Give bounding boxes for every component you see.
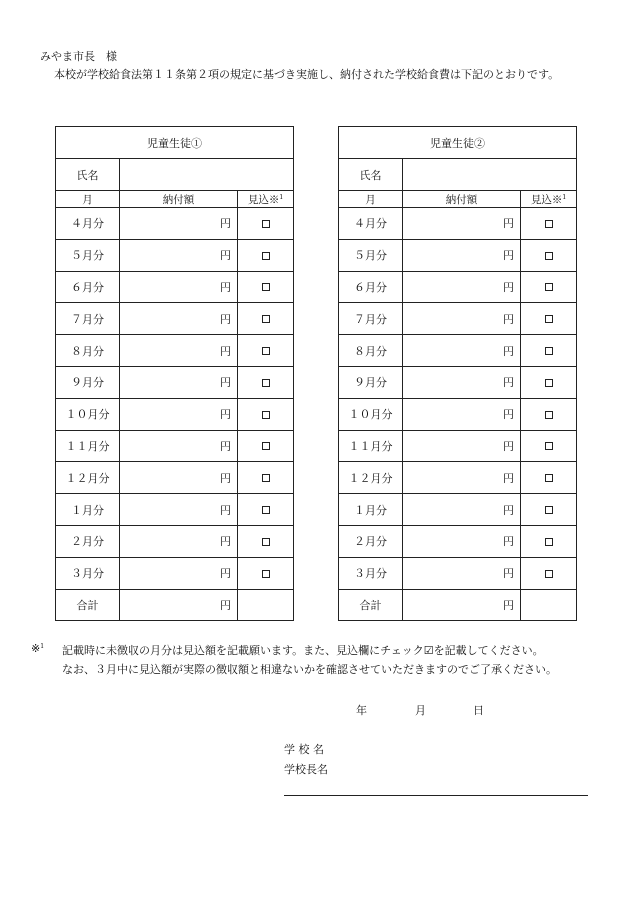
- estimate-checkbox[interactable]: [262, 442, 270, 450]
- estimate-cell: [238, 208, 294, 240]
- estimate-cell: [521, 494, 577, 526]
- estimate-cell: [521, 525, 577, 557]
- signature-line: [284, 795, 588, 796]
- table-row: [56, 525, 294, 557]
- header-amount: 納付額: [403, 191, 521, 208]
- payment-table-2: [338, 126, 577, 621]
- principal-name-label: 学校長名: [284, 763, 328, 776]
- estimate-cell: [238, 239, 294, 271]
- estimate-checkbox[interactable]: [545, 442, 553, 450]
- table-row: [339, 366, 577, 398]
- estimate-cell: [238, 557, 294, 589]
- header-estimate-label: 見込※: [247, 193, 280, 206]
- month-cell: ３月分: [339, 557, 403, 589]
- month-cell: ８月分: [339, 335, 403, 367]
- payment-table-1: [55, 126, 294, 621]
- amount-cell[interactable]: [120, 239, 238, 271]
- month-cell: ６月分: [339, 271, 403, 303]
- estimate-cell: [521, 430, 577, 462]
- yen-unit: 円: [503, 598, 514, 612]
- header-month: 月: [339, 191, 403, 208]
- date-day: 日: [473, 704, 484, 717]
- amount-cell[interactable]: [120, 335, 238, 367]
- month-cell: ４月分: [56, 208, 120, 240]
- amount-cell[interactable]: [120, 398, 238, 430]
- estimate-checkbox[interactable]: [545, 220, 553, 228]
- yen-unit: 円: [503, 471, 514, 485]
- month-cell: ３月分: [56, 557, 120, 589]
- table-row: [339, 271, 577, 303]
- amount-cell[interactable]: [403, 271, 521, 303]
- table-row: [56, 494, 294, 526]
- estimate-cell: [521, 557, 577, 589]
- date-year: 年: [356, 704, 367, 717]
- yen-unit: 円: [220, 535, 231, 549]
- estimate-checkbox[interactable]: [545, 570, 553, 578]
- estimate-cell: [238, 462, 294, 494]
- yen-unit: 円: [220, 344, 231, 358]
- table-row: [339, 430, 577, 462]
- amount-cell[interactable]: [403, 335, 521, 367]
- yen-unit: 円: [220, 567, 231, 581]
- header-estimate: [238, 191, 294, 208]
- table-title: 児童生徒①: [56, 127, 294, 159]
- estimate-cell: [238, 398, 294, 430]
- yen-unit: 円: [220, 503, 231, 517]
- date-month: 月: [415, 704, 426, 717]
- footnote-mark: [31, 642, 44, 655]
- table-row: [56, 557, 294, 589]
- month-cell: １０月分: [56, 398, 120, 430]
- estimate-checkbox[interactable]: [262, 315, 270, 323]
- header-estimate: [521, 191, 577, 208]
- month-cell: １２月分: [56, 462, 120, 494]
- table-row: [56, 239, 294, 271]
- note-line-1: 記載時に未徴収の月分は見込額を記載願います。また、見込欄にチェック☑を記載してください。: [62, 644, 544, 657]
- table-row: [339, 557, 577, 589]
- note-line-2: なお、３月中に見込額が実際の徴収額と相違ないかを確認させていただきますのでご了承ください。: [62, 663, 557, 676]
- estimate-checkbox[interactable]: [545, 252, 553, 260]
- total-label: 合計: [339, 589, 403, 621]
- month-cell: １２月分: [339, 462, 403, 494]
- month-cell: ５月分: [339, 239, 403, 271]
- yen-unit: 円: [503, 312, 514, 326]
- yen-unit: 円: [220, 217, 231, 231]
- yen-unit: 円: [220, 598, 231, 612]
- yen-unit: 円: [503, 376, 514, 390]
- estimate-checkbox[interactable]: [545, 474, 553, 482]
- estimate-checkbox[interactable]: [262, 283, 270, 291]
- estimate-cell: [521, 335, 577, 367]
- table-row: [56, 398, 294, 430]
- table-row: [339, 494, 577, 526]
- table-row: [56, 462, 294, 494]
- intro-text: 本校が学校給食法第１１条第２項の規定に基づき実施し、納付された学校給食費は下記のとおりです。: [54, 68, 560, 81]
- estimate-checkbox[interactable]: [262, 379, 270, 387]
- estimate-checkbox[interactable]: [545, 347, 553, 355]
- amount-cell[interactable]: [403, 430, 521, 462]
- estimate-cell: [521, 303, 577, 335]
- yen-unit: 円: [220, 280, 231, 294]
- amount-cell[interactable]: [403, 208, 521, 240]
- estimate-cell: [238, 366, 294, 398]
- header-estimate-sup: 1: [562, 193, 567, 201]
- yen-unit: 円: [220, 312, 231, 326]
- amount-cell[interactable]: [120, 462, 238, 494]
- yen-unit: 円: [503, 503, 514, 517]
- estimate-checkbox[interactable]: [262, 347, 270, 355]
- estimate-checkbox[interactable]: [262, 220, 270, 228]
- estimate-cell: [521, 462, 577, 494]
- month-cell: ８月分: [56, 335, 120, 367]
- amount-cell[interactable]: [403, 462, 521, 494]
- estimate-checkbox[interactable]: [545, 283, 553, 291]
- estimate-checkbox[interactable]: [262, 506, 270, 514]
- name-label: 氏名: [56, 159, 120, 191]
- estimate-checkbox[interactable]: [545, 411, 553, 419]
- yen-unit: 円: [503, 344, 514, 358]
- estimate-cell: [521, 208, 577, 240]
- amount-cell[interactable]: [403, 557, 521, 589]
- estimate-checkbox[interactable]: [262, 538, 270, 546]
- total-amount-cell[interactable]: [120, 589, 238, 621]
- month-cell: ２月分: [56, 525, 120, 557]
- amount-cell[interactable]: [403, 525, 521, 557]
- yen-unit: 円: [503, 280, 514, 294]
- month-cell: ５月分: [56, 239, 120, 271]
- yen-unit: 円: [503, 217, 514, 231]
- name-label: 氏名: [339, 159, 403, 191]
- estimate-checkbox[interactable]: [262, 411, 270, 419]
- estimate-cell: [238, 494, 294, 526]
- table-row: [56, 366, 294, 398]
- table-row: [56, 208, 294, 240]
- table-row: [339, 525, 577, 557]
- amount-cell[interactable]: [403, 398, 521, 430]
- amount-cell[interactable]: [120, 208, 238, 240]
- amount-cell[interactable]: [403, 239, 521, 271]
- header-estimate-label: 見込※: [530, 193, 563, 206]
- estimate-checkbox[interactable]: [545, 379, 553, 387]
- month-cell: ９月分: [56, 366, 120, 398]
- amount-cell[interactable]: [120, 557, 238, 589]
- estimate-cell: [521, 239, 577, 271]
- yen-unit: 円: [503, 567, 514, 581]
- yen-unit: 円: [220, 249, 231, 263]
- estimate-cell: [238, 525, 294, 557]
- table-row: [56, 303, 294, 335]
- estimate-checkbox[interactable]: [262, 474, 270, 482]
- total-row: [56, 589, 294, 621]
- amount-cell[interactable]: [120, 366, 238, 398]
- estimate-cell: [238, 335, 294, 367]
- amount-cell[interactable]: [403, 366, 521, 398]
- table-row: [339, 208, 577, 240]
- month-cell: １月分: [339, 494, 403, 526]
- month-cell: １月分: [56, 494, 120, 526]
- total-estimate-cell: [521, 589, 577, 621]
- estimate-checkbox[interactable]: [545, 315, 553, 323]
- month-cell: １１月分: [56, 430, 120, 462]
- month-cell: １０月分: [339, 398, 403, 430]
- estimate-cell: [521, 398, 577, 430]
- name-field[interactable]: [120, 159, 294, 191]
- header-estimate-sup: 1: [279, 193, 284, 201]
- amount-cell[interactable]: [120, 303, 238, 335]
- yen-unit: 円: [503, 249, 514, 263]
- table-row: [339, 398, 577, 430]
- amount-cell[interactable]: [120, 494, 238, 526]
- estimate-checkbox[interactable]: [262, 252, 270, 260]
- month-cell: １１月分: [339, 430, 403, 462]
- estimate-checkbox[interactable]: [545, 538, 553, 546]
- table-row: [339, 335, 577, 367]
- estimate-cell: [238, 271, 294, 303]
- estimate-cell: [521, 271, 577, 303]
- month-cell: ６月分: [56, 271, 120, 303]
- header-month: 月: [56, 191, 120, 208]
- month-cell: ７月分: [56, 303, 120, 335]
- yen-unit: 円: [220, 408, 231, 422]
- table-row: [56, 335, 294, 367]
- estimate-cell: [238, 430, 294, 462]
- name-field[interactable]: [403, 159, 577, 191]
- table-row: [339, 303, 577, 335]
- amount-cell[interactable]: [403, 303, 521, 335]
- table-row: [339, 462, 577, 494]
- footnote-mark-symbol: ※: [31, 642, 41, 655]
- yen-unit: 円: [220, 471, 231, 485]
- yen-unit: 円: [503, 439, 514, 453]
- estimate-checkbox[interactable]: [262, 570, 270, 578]
- yen-unit: 円: [503, 408, 514, 422]
- month-cell: ２月分: [339, 525, 403, 557]
- yen-unit: 円: [220, 439, 231, 453]
- table-row: [339, 239, 577, 271]
- addressee: みやま市長 様: [40, 50, 117, 63]
- month-cell: ４月分: [339, 208, 403, 240]
- estimate-cell: [521, 366, 577, 398]
- month-cell: ７月分: [339, 303, 403, 335]
- total-row: [339, 589, 577, 621]
- month-cell: ９月分: [339, 366, 403, 398]
- amount-cell[interactable]: [120, 430, 238, 462]
- table-row: [56, 430, 294, 462]
- estimate-checkbox[interactable]: [545, 506, 553, 514]
- footnote-mark-sup: 1: [40, 643, 45, 650]
- yen-unit: 円: [220, 376, 231, 390]
- total-estimate-cell: [238, 589, 294, 621]
- amount-cell[interactable]: [120, 271, 238, 303]
- total-label: 合計: [56, 589, 120, 621]
- table-title: 児童生徒②: [339, 127, 577, 159]
- amount-cell[interactable]: [120, 525, 238, 557]
- total-amount-cell[interactable]: [403, 589, 521, 621]
- table-row: [56, 271, 294, 303]
- amount-cell[interactable]: [403, 494, 521, 526]
- yen-unit: 円: [503, 535, 514, 549]
- estimate-cell: [238, 303, 294, 335]
- school-name-label: 学 校 名: [284, 743, 324, 756]
- header-amount: 納付額: [120, 191, 238, 208]
